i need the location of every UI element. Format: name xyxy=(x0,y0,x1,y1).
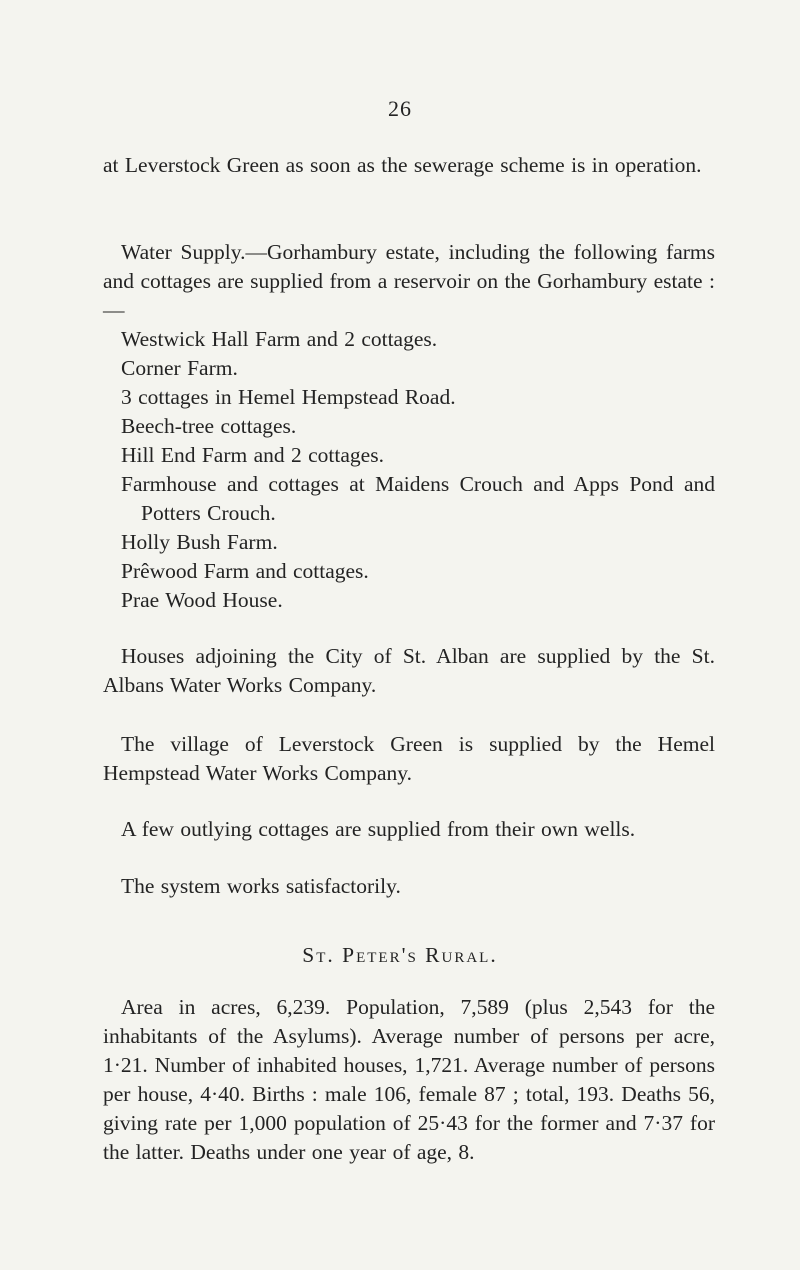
supply-list xyxy=(121,325,715,615)
list-item: Farmhouse and cottages at Maidens Crouch and Apps Pond and Potters Crouch. xyxy=(121,472,715,525)
paragraph-system: The system works satisfactorily. xyxy=(121,874,401,898)
list-item: Hill End Farm and 2 cottages. xyxy=(121,443,384,467)
list-item: Corner Farm. xyxy=(121,356,238,380)
paragraph-st-albans-supply: Houses adjoining the City of St. Alban are supplied by the St. Albans Water Works Company. xyxy=(103,644,715,697)
paragraph-water-supply: Water Supply.—Gorhambury estate, including the following farms and cottages are supplied from a reservoir on the Gorhambury estate :— xyxy=(103,240,715,322)
list-item: Westwick Hall Farm and 2 cottages. xyxy=(121,327,438,351)
page-number: 26 xyxy=(388,96,412,121)
list-item: Prêwood Farm and cottages. xyxy=(121,559,369,583)
paragraph-sewerage: at Leverstock Green as soon as the sewerage scheme is in operation. xyxy=(103,153,702,177)
paragraph-wells: A few outlying cottages are supplied from their own wells. xyxy=(121,817,636,841)
list-item: Prae Wood House. xyxy=(121,588,283,612)
list-item: 3 cottages in Hemel Hempstead Road. xyxy=(121,385,456,409)
list-item: Beech-tree cottages. xyxy=(121,414,297,438)
paragraph-statistics: Area in acres, 6,239. Population, 7,589 (plus 2,543 for the inhabitants of the Asylums). Average number of persons per acre, 1·21. Number of inhabited houses, 1,721. Average number of persons per house, 4·40. Births : male 106, female 87 ; total, 193. Deaths 56, giving rate per 1,000 population of 25·43 for the former and 7·37 for the latter. Deaths under one year of age, 8. xyxy=(103,995,715,1164)
list-item: Holly Bush Farm. xyxy=(121,530,278,554)
section-heading: St. Peter's Rural. xyxy=(302,943,498,967)
paragraph-leverstock-supply: The village of Leverstock Green is supplied by the Hemel Hempstead Water Works Company. xyxy=(103,732,715,785)
